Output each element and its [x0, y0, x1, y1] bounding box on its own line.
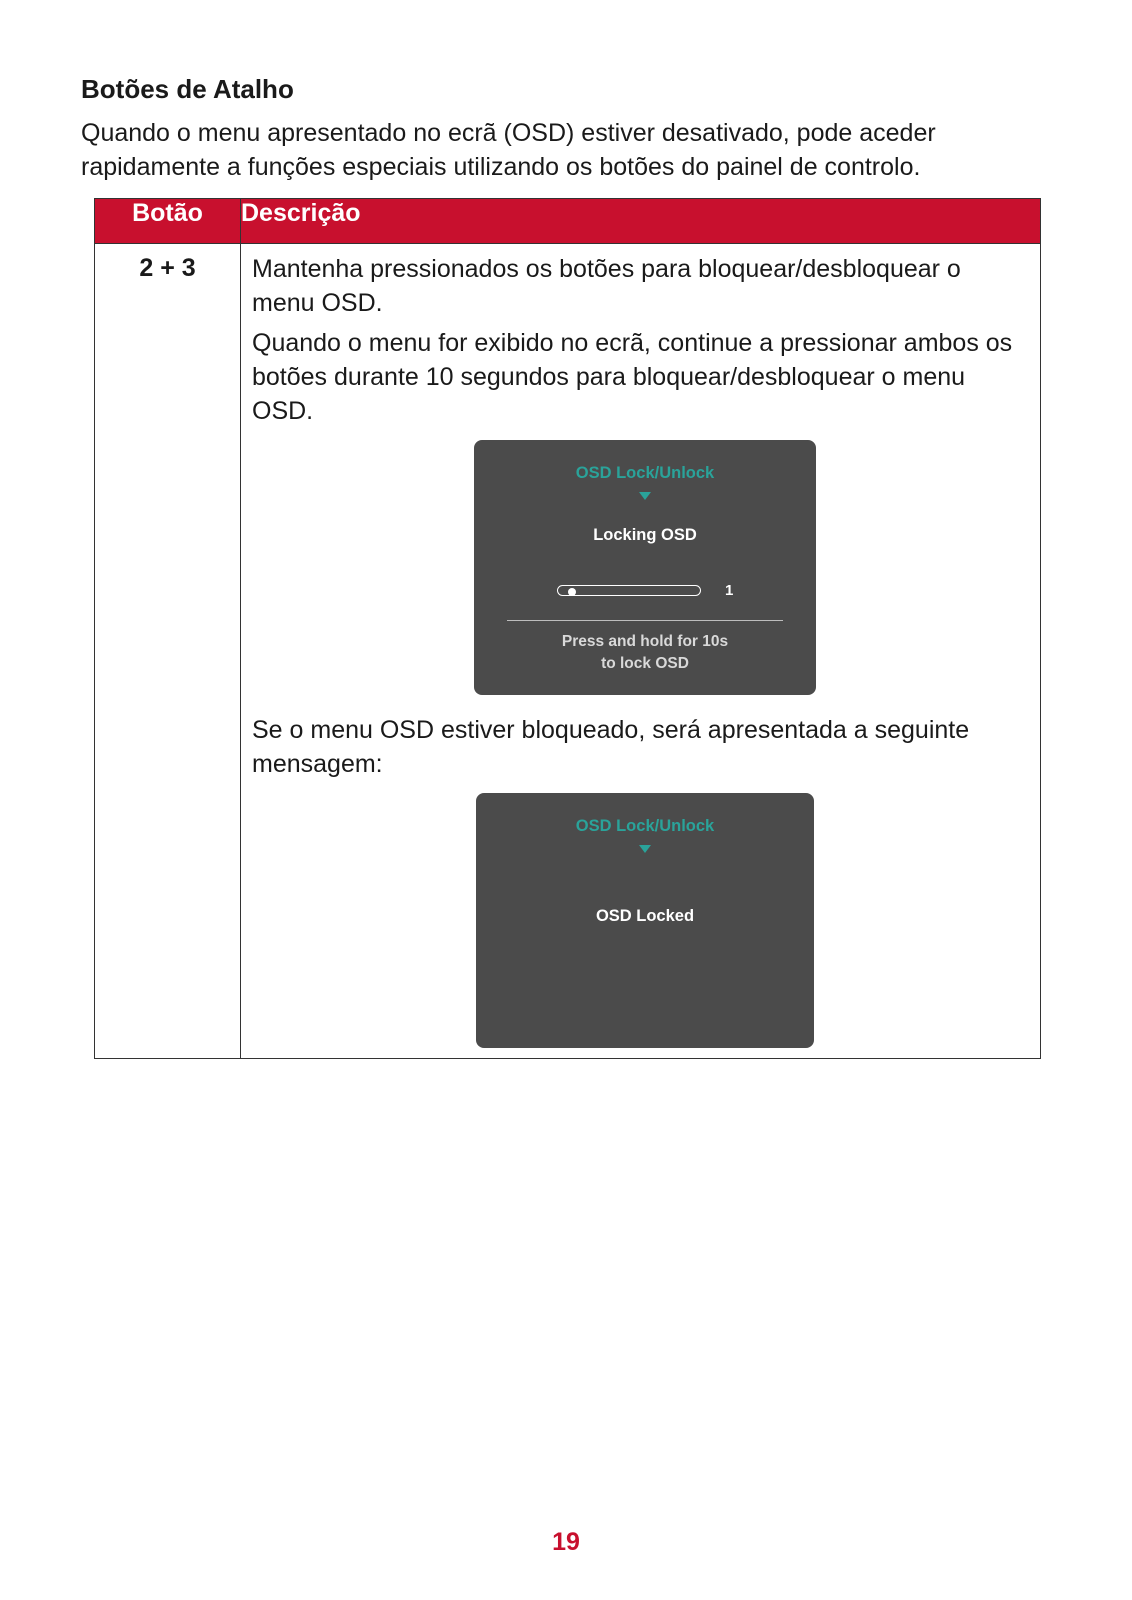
shortcut-table — [94, 198, 1041, 1059]
table-row — [95, 244, 1041, 1059]
section-title: Botões de Atalho — [81, 74, 294, 104]
osd-status-text: Locking OSD — [593, 526, 697, 544]
osd-locked-screen — [476, 793, 814, 1048]
triangle-down-icon — [639, 845, 651, 853]
description-paragraph: Mantenha pressionados os botões para bloquear/desbloquear o menu OSD. — [252, 255, 961, 317]
button-combo: 2 + 3 — [95, 244, 241, 1059]
osd-hint-line: to lock OSD — [601, 655, 689, 672]
osd-progress — [557, 582, 737, 599]
osd-menu-title: OSD Lock/Unlock — [575, 817, 715, 835]
description-paragraph: Quando o menu for exibido no ecrã, continue a pressionar ambos os botões durante 10 segundos para bloquear/desbloquear o menu OSD. — [252, 329, 1013, 425]
header-description: Descrição — [241, 199, 1041, 244]
osd-hint-line: Press and hold for 10s — [561, 633, 729, 650]
osd-status-text: OSD Locked — [595, 907, 695, 925]
osd-hint — [474, 631, 816, 675]
table-header-row — [95, 199, 1041, 244]
progress-track — [557, 585, 701, 596]
progress-value: 1 — [725, 582, 734, 599]
osd-menu-title: OSD Lock/Unlock — [575, 464, 715, 482]
progress-knob — [568, 588, 576, 596]
osd-divider — [507, 620, 783, 621]
page-number: 19 — [552, 1528, 580, 1556]
triangle-down-icon — [639, 492, 651, 500]
intro-paragraph: Quando o menu apresentado no ecrã (OSD) estiver desativado, pode aceder rapidamente a funções especiais utilizando os botões do painel de controlo. — [81, 119, 936, 181]
description-cell — [241, 244, 1041, 1059]
osd-locking-screen — [474, 440, 816, 695]
description-paragraph: Se o menu OSD estiver bloqueado, será apresentada a seguinte mensagem: — [252, 716, 970, 778]
header-button: Botão — [95, 199, 241, 244]
